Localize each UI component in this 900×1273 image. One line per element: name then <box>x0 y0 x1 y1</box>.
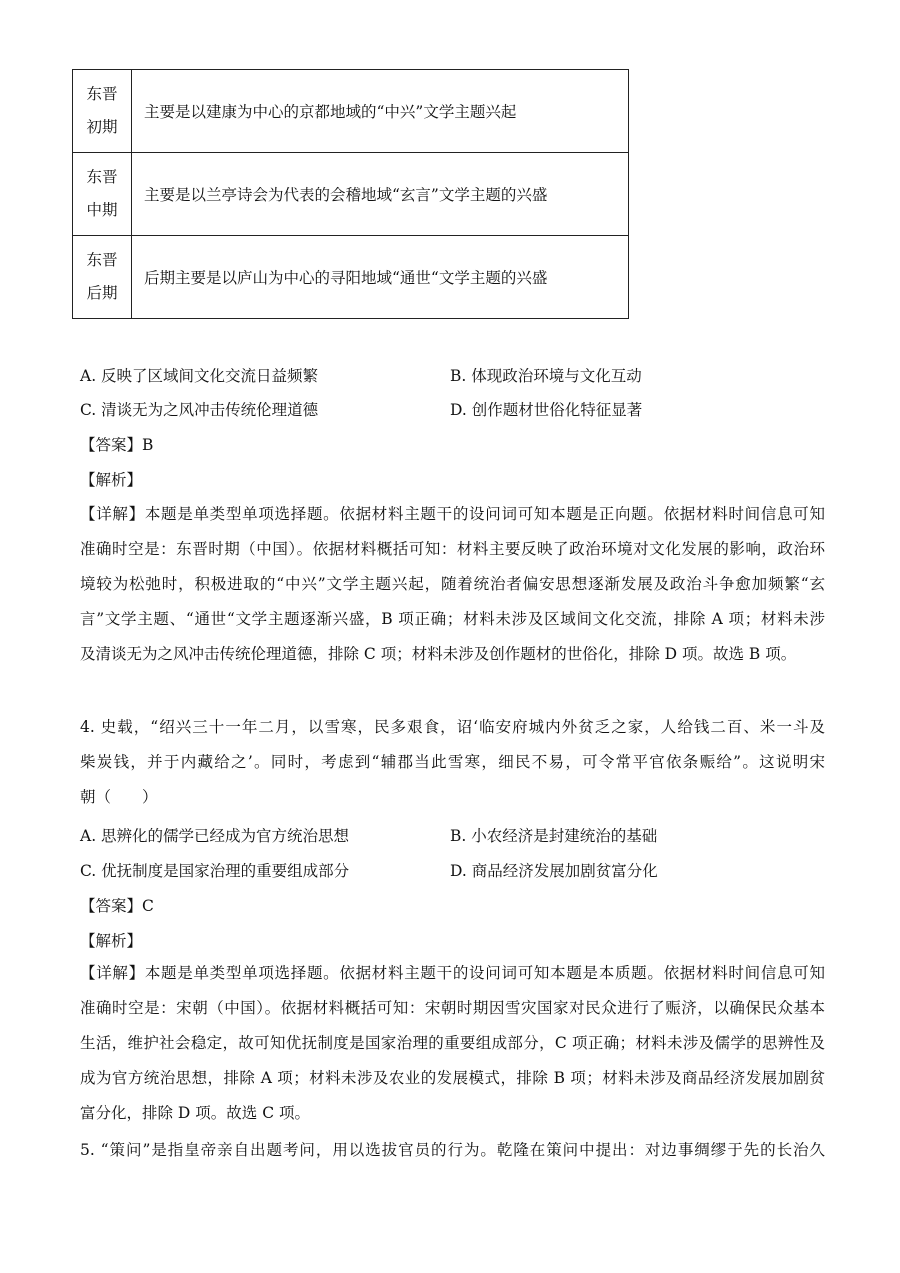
era-label: 东晋 <box>86 85 118 103</box>
detail-line: 准确时空是：东晋时期（中国）。依据材料概括可知：材料主要反映了政治环境对文化发展的影响，政治环 <box>80 540 825 558</box>
q4-option-d: D. 商品经济发展加剧贫富分化 <box>450 862 658 880</box>
table-row <box>73 70 629 153</box>
q3-option-d: D. 创作题材世俗化特征显著 <box>450 401 643 419</box>
era-cell <box>73 153 132 236</box>
detail-line: 境较为松弛时，积极进取的“中兴”文学主题兴起，随着统治者偏安思想逐渐发展及政治斗争愈加频繁“玄 <box>80 575 825 593</box>
detail-line: 准确时空是：宋朝（中国）。依据材料概括可知：宋朝时期因雪灾国家对民众进行了赈济，以确保民众基本 <box>80 999 825 1017</box>
era-label: 初期 <box>86 118 118 136</box>
description-cell: 后期主要是以庐山为中心的寻阳地域“通世“文学主题的兴盛 <box>132 236 629 319</box>
period-table <box>72 69 629 319</box>
detail-line: 富分化，排除 D 项。故选 C 项。 <box>80 1104 310 1122</box>
stem-line: 柴炭钱，并于内藏给之’。同时，考虑到“辅郡当此雪寒，细民不易，可令常平官依条赈给”。这说明宋 <box>80 753 825 771</box>
stem-line: 朝（ ） <box>80 788 158 806</box>
q4-answer: 【答案】C <box>80 897 154 915</box>
q3-option-b: B. 体现政治环境与文化互动 <box>450 367 642 385</box>
era-cell <box>73 70 132 153</box>
era-label: 中期 <box>86 201 118 219</box>
table-row <box>73 153 629 236</box>
era-cell <box>73 236 132 319</box>
q4-option-c: C. 优抚制度是国家治理的重要组成部分 <box>80 862 350 880</box>
q4-option-b: B. 小农经济是封建统治的基础 <box>450 827 658 845</box>
q3-option-a: A. 反映了区域间文化交流日益频繁 <box>80 367 319 385</box>
detail-line: 及清谈无为之风冲击传统伦理道德，排除 C 项；材料未涉及创作题材的世俗化，排除 D 项。故选 B 项。 <box>80 645 797 663</box>
era-label: 东晋 <box>86 251 118 269</box>
era-label: 后期 <box>86 284 118 302</box>
detail-line: 【详解】本题是单类型单项选择题。依据材料主题干的设问词可知本题是正向题。依据材料时间信息可知 <box>80 505 825 523</box>
q5-stem <box>80 1133 825 1168</box>
q3-answer: 【答案】B <box>80 436 154 454</box>
q3-option-c: C. 清谈无为之风冲击传统伦理道德 <box>80 401 319 419</box>
detail-line: 言”文学主题、“通世“文学主题逐渐兴盛，B 项正确；材料未涉及区域间文化交流，排除 A 项；材料未涉 <box>80 610 825 628</box>
stem-line: 4. 史载，“绍兴三十一年二月，以雪寒，民多艰食，诏‘临安府城内外贫乏之家，人给钱二百、米一斗及 <box>80 718 825 736</box>
q4-detail <box>80 956 825 1131</box>
detail-line: 【详解】本题是单类型单项选择题。依据材料主题干的设问词可知本题是本质题。依据材料时间信息可知 <box>80 964 825 982</box>
q3-analysis-label: 【解析】 <box>80 471 143 489</box>
q4-option-a: A. 思辨化的儒学已经成为官方统治思想 <box>80 827 350 845</box>
stem-line: 5. “策问”是指皇帝亲自出题考问，用以选拔官员的行为。乾隆在策问中提出：对边事绸缪于先的长治久 <box>80 1141 825 1159</box>
table-row <box>73 236 629 319</box>
q4-analysis-label: 【解析】 <box>80 932 143 950</box>
description-cell: 主要是以建康为中心的京都地域的“中兴”文学主题兴起 <box>132 70 629 153</box>
detail-line: 成为官方统治思想，排除 A 项；材料未涉及农业的发展模式，排除 B 项；材料未涉及商品经济发展加剧贫 <box>80 1069 825 1087</box>
q4-stem <box>80 710 825 815</box>
detail-line: 生活，维护社会稳定，故可知优抚制度是国家治理的重要组成部分，C 项正确；材料未涉及儒学的思辨性及 <box>80 1034 825 1052</box>
era-label: 东晋 <box>86 168 118 186</box>
q3-detail <box>80 497 825 672</box>
description-cell: 主要是以兰亭诗会为代表的会稽地域“玄言”文学主题的兴盛 <box>132 153 629 236</box>
